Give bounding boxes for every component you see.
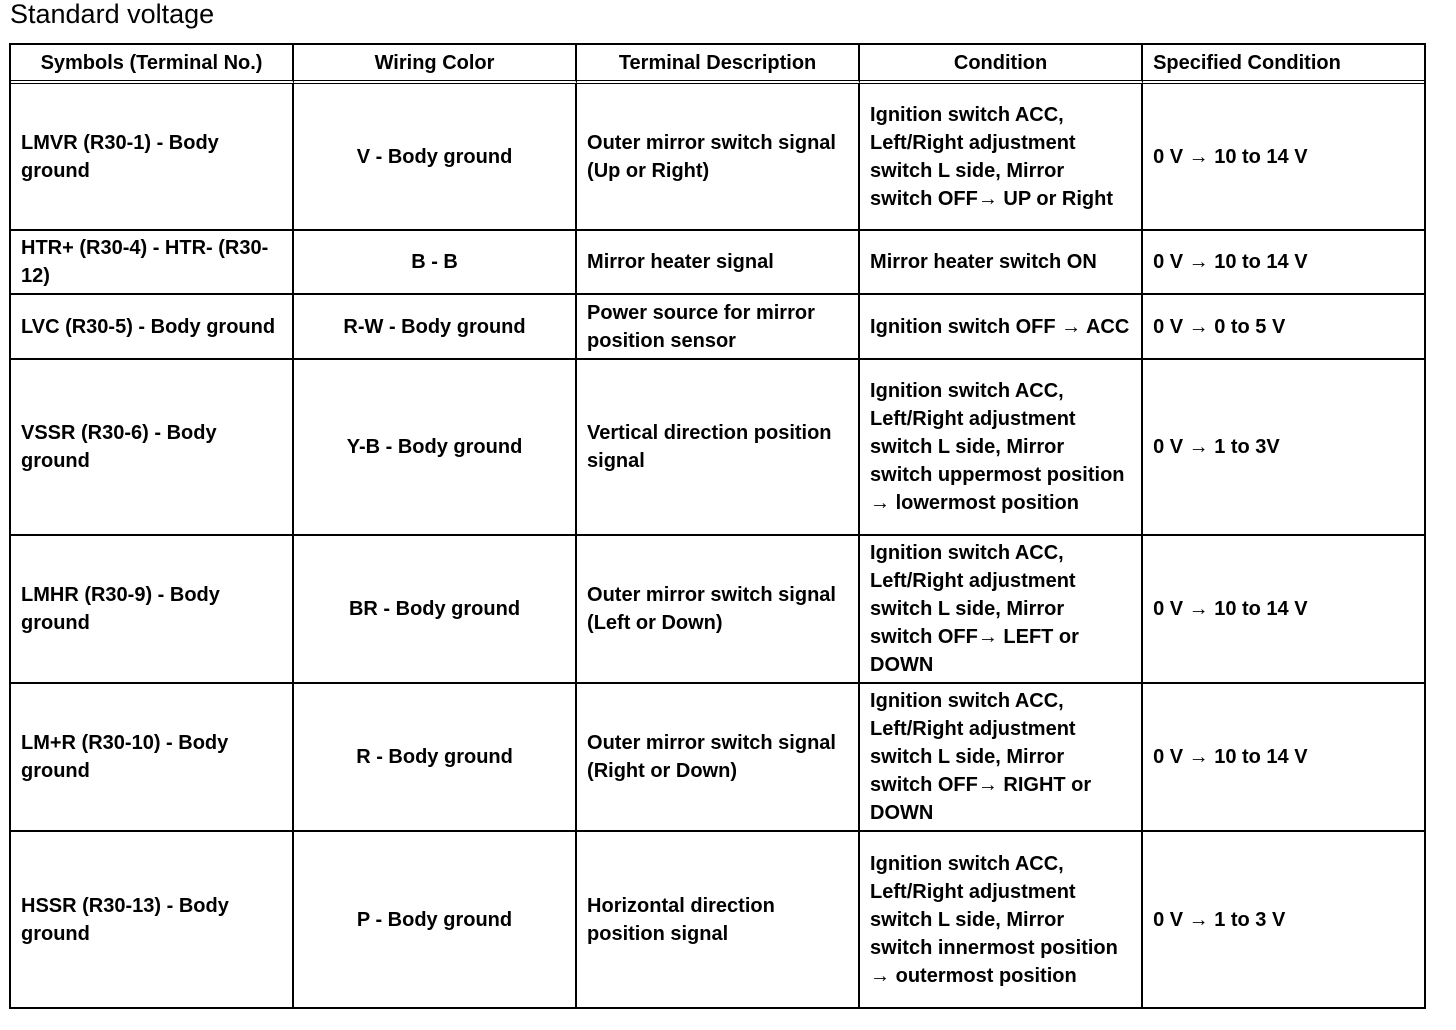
cell-symbols: LVC (R30-5) - Body ground (11, 295, 294, 360)
table-row (11, 231, 1424, 295)
cell-terminal-description: Outer mirror switch signal (Right or Down) (577, 684, 860, 832)
cell-condition: Ignition switch ACC, Left/Right adjustment switch L side, Mirror switch OFF→ UP or Right (860, 84, 1143, 231)
table-row (11, 684, 1424, 832)
cell-specified-condition: 0 V → 10 to 14 V (1143, 684, 1424, 832)
header-wiring-color: Wiring Color (294, 45, 577, 84)
cell-terminal-description: Horizontal direction position signal (577, 832, 860, 1007)
header-symbols: Symbols (Terminal No.) (11, 45, 294, 84)
cell-terminal-description: Power source for mirror position sensor (577, 295, 860, 360)
cell-condition: Ignition switch ACC, Left/Right adjustment switch L side, Mirror switch innermost position → outermost position (860, 832, 1143, 1007)
cell-wiring-color: R-W - Body ground (294, 295, 577, 360)
table-row (11, 360, 1424, 536)
table-row (11, 295, 1424, 360)
cell-specified-condition: 0 V → 1 to 3V (1143, 360, 1424, 536)
cell-specified-condition: 0 V → 1 to 3 V (1153, 908, 1286, 931)
cell-terminal-description: Outer mirror switch signal (Left or Down) (577, 536, 860, 684)
cell-symbols: VSSR (R30-6) - Body ground (11, 360, 294, 536)
cell-symbols: HTR+ (R30-4) - HTR- (R30-12) (11, 231, 294, 295)
standard-voltage-table (9, 43, 1426, 1009)
cell-symbols: HSSR (R30-13) - Body ground (11, 832, 294, 1007)
table-body (11, 84, 1424, 1007)
page-title: Standard voltage (10, 0, 215, 29)
cell-wiring-color: V - Body ground (294, 84, 577, 231)
cell-wiring-color: P - Body ground (294, 832, 577, 1007)
cell-condition: Mirror heater switch ON (860, 231, 1143, 295)
cell-condition: Ignition switch ACC, Left/Right adjustment switch L side, Mirror switch uppermost position → lowermost position (860, 360, 1143, 536)
header-specified-condition: Specified Condition (1143, 45, 1424, 84)
header-condition: Condition (860, 45, 1143, 84)
cell-specified-condition: 0 V → 0 to 5 V (1143, 295, 1424, 360)
table-row (11, 84, 1424, 231)
cell-specified-condition: 0 V → 10 to 14 V (1143, 84, 1424, 231)
cell-wiring-color: B - B (294, 231, 577, 295)
cell-terminal-description: Outer mirror switch signal (Up or Right) (577, 84, 860, 231)
header-terminal-description: Terminal Description (577, 45, 860, 84)
cell-symbols: LMVR (R30-1) - Body ground (11, 84, 294, 231)
cell-wiring-color: R - Body ground (294, 684, 577, 832)
cell-symbols: LMHR (R30-9) - Body ground (11, 536, 294, 684)
header-row (11, 45, 1424, 84)
cell-wiring-color: Y-B - Body ground (294, 360, 577, 536)
table-row (11, 832, 1424, 1007)
table-row (11, 536, 1424, 684)
cell-terminal-description: Vertical direction position signal (577, 360, 860, 536)
cell-condition: Ignition switch ACC, Left/Right adjustment switch L side, Mirror switch OFF→ RIGHT or DOWN (860, 684, 1143, 832)
cell-wiring-color: BR - Body ground (294, 536, 577, 684)
cell-symbols: LM+R (R30-10) - Body ground (11, 684, 294, 832)
cell-specified-condition: 0 V → 10 to 14 V (1143, 536, 1424, 684)
cell-specified-condition: 0 V → 10 to 14 V (1143, 231, 1424, 295)
cell-condition: Ignition switch OFF → ACC (860, 295, 1143, 360)
cell-terminal-description: Mirror heater signal (577, 231, 860, 295)
table-header (11, 45, 1424, 84)
cell-condition: Ignition switch ACC, Left/Right adjustment switch L side, Mirror switch OFF→ LEFT or DOWN (860, 536, 1143, 684)
